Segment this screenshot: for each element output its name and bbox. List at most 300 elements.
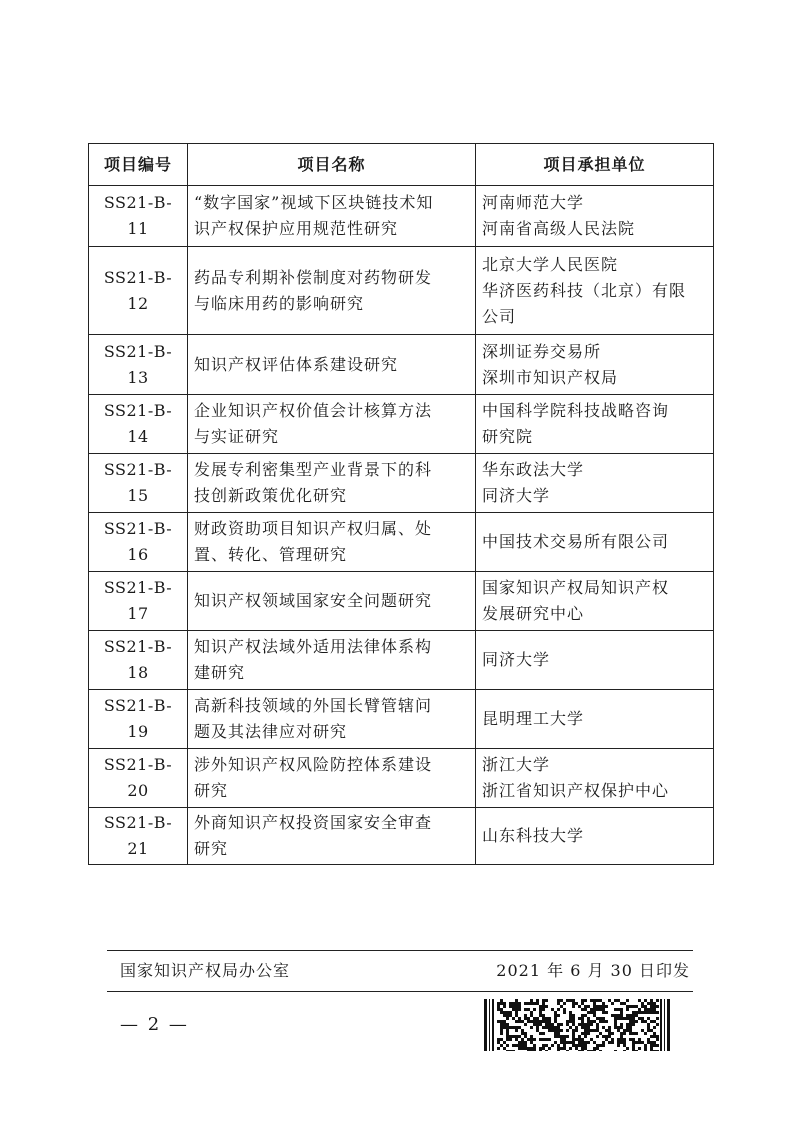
barcode-cell <box>620 1032 623 1035</box>
barcode-cell <box>557 1023 560 1026</box>
barcode-cell <box>596 1023 599 1026</box>
barcode-cell <box>560 1029 563 1032</box>
project-org <box>476 395 714 454</box>
barcode-cell <box>500 1038 503 1041</box>
project-code: SS21-B-18 <box>89 631 188 690</box>
barcode-cell <box>629 1005 632 1008</box>
project-name-line: 发展专利密集型产业背景下的科 <box>194 460 433 479</box>
barcode-cell <box>614 1014 617 1017</box>
barcode-cell <box>593 1011 596 1014</box>
barcode-cell <box>515 1002 518 1005</box>
table-row <box>89 454 714 513</box>
table-row <box>89 513 714 572</box>
barcode-cell <box>584 1029 587 1032</box>
barcode-cell <box>512 1026 515 1029</box>
barcode-cell <box>653 1020 656 1023</box>
barcode-cell <box>527 1002 530 1005</box>
barcode-cell <box>533 1038 536 1041</box>
barcode-cell <box>563 1038 566 1041</box>
barcode-cell <box>527 1050 530 1051</box>
project-name-line: 建研究 <box>194 663 246 682</box>
barcode-cell <box>632 1005 635 1008</box>
footer-top-rule <box>107 950 693 951</box>
barcode-cell <box>539 1008 542 1011</box>
barcode-cell <box>650 1011 653 1014</box>
barcode-cell <box>548 1017 551 1020</box>
barcode-cell <box>536 1002 539 1005</box>
barcode-cell <box>602 1017 605 1020</box>
barcode-cell <box>554 1011 557 1014</box>
barcode-cell <box>599 1032 602 1035</box>
barcode-cell <box>626 1017 629 1020</box>
barcode-cell <box>536 1020 539 1023</box>
barcode-cell <box>506 1026 509 1029</box>
barcode-cell <box>626 1023 629 1026</box>
barcode-cell <box>578 1041 581 1044</box>
barcode-cell <box>593 1047 596 1050</box>
barcode-cell <box>524 1017 527 1020</box>
barcode-cell <box>587 1026 590 1029</box>
barcode-cell <box>632 1017 635 1020</box>
barcode-cell <box>503 1020 506 1023</box>
project-code: SS21-B-16 <box>89 513 188 572</box>
barcode-cell <box>566 1035 569 1038</box>
barcode-cell <box>536 1023 539 1026</box>
barcode-cell <box>641 1029 644 1032</box>
project-name <box>188 690 476 749</box>
barcode-cell <box>629 1020 632 1023</box>
barcode-cell <box>533 1008 536 1011</box>
barcode-cell <box>524 1023 527 1026</box>
barcode-cell <box>545 1005 548 1008</box>
barcode-cell <box>563 1002 566 1005</box>
barcode-cell <box>602 1026 605 1029</box>
barcode-cell <box>629 1023 632 1026</box>
barcode-cell <box>545 1026 548 1029</box>
project-org <box>476 513 714 572</box>
project-code: SS21-B-19 <box>89 690 188 749</box>
barcode-cell <box>620 1035 623 1038</box>
project-code: SS21-B-15 <box>89 454 188 513</box>
project-name-line: 知识产权法域外适用法律体系构 <box>194 637 433 656</box>
project-name-line: 企业知识产权价值会计核算方法 <box>194 401 433 420</box>
barcode-cell <box>500 1008 503 1011</box>
barcode-cell <box>497 1005 500 1008</box>
barcode-cell <box>533 1050 536 1051</box>
barcode-cell <box>551 1044 554 1047</box>
barcode-cell <box>647 1002 650 1005</box>
barcode-cell <box>563 1035 566 1038</box>
barcode-cell <box>560 1047 563 1050</box>
barcode-cell <box>587 1017 590 1020</box>
barcode-cell <box>584 1044 587 1047</box>
barcode-cell <box>614 1008 617 1011</box>
barcode-cell <box>587 1011 590 1014</box>
barcode-cell <box>530 1050 533 1051</box>
barcode-cell <box>578 1035 581 1038</box>
barcode-cell <box>506 1044 509 1047</box>
barcode-cell <box>554 1041 557 1044</box>
barcode-cell <box>596 1044 599 1047</box>
barcode-cell <box>602 1008 605 1011</box>
barcode-cell <box>581 999 584 1002</box>
project-code: SS21-B-13 <box>89 335 188 395</box>
barcode-cell <box>644 1047 647 1050</box>
project-name <box>188 631 476 690</box>
barcode-cell <box>590 999 593 1002</box>
barcode-cell <box>557 1014 560 1017</box>
barcode-cell <box>638 999 641 1002</box>
barcode-cell <box>650 1020 653 1023</box>
table-row <box>89 186 714 247</box>
barcode-cell <box>551 1026 554 1029</box>
project-name-line: 研究 <box>194 781 229 800</box>
barcode-cell <box>584 1041 587 1044</box>
project-code: SS21-B-21 <box>89 808 188 865</box>
barcode-cell <box>524 1014 527 1017</box>
project-org-line: 研究院 <box>482 427 534 446</box>
barcode-cell <box>623 1041 626 1044</box>
barcode-cell <box>539 1011 542 1014</box>
barcode-cell <box>503 1041 506 1044</box>
barcode-cell <box>554 1029 557 1032</box>
barcode-cell <box>512 1005 515 1008</box>
barcode-cell <box>650 1041 653 1044</box>
barcode-cell <box>545 1038 548 1041</box>
barcode-cell <box>641 1005 644 1008</box>
barcode-cell <box>539 1023 542 1026</box>
barcode-cell <box>587 1029 590 1032</box>
barcode-cell <box>605 1005 608 1008</box>
barcode-cell <box>527 1020 530 1023</box>
barcode-cell <box>593 999 596 1002</box>
project-org <box>476 749 714 808</box>
project-org <box>476 186 714 247</box>
project-name-line: 识产权保护应用规范性研究 <box>194 219 399 238</box>
barcode-cell <box>587 1005 590 1008</box>
barcode-cell <box>596 999 599 1002</box>
barcode-cell <box>611 1014 614 1017</box>
barcode-cell <box>602 1011 605 1014</box>
barcode-cell <box>527 1047 530 1050</box>
barcode-cell <box>575 1038 578 1041</box>
project-name-line: 涉外知识产权风险防控体系建设 <box>194 755 433 774</box>
project-org-line: 公司 <box>482 306 517 326</box>
barcode-cell <box>497 1008 500 1011</box>
barcode-cell <box>500 1023 503 1026</box>
barcode-cell <box>581 1014 584 1017</box>
barcode-cell <box>512 1002 515 1005</box>
barcode-cell <box>632 1044 635 1047</box>
barcode-cell <box>647 1023 650 1026</box>
barcode-cell <box>500 1002 503 1005</box>
barcode-cell <box>518 1041 521 1044</box>
barcode-cell <box>554 1032 557 1035</box>
barcode-cell <box>533 1002 536 1005</box>
barcode-cell <box>605 1020 608 1023</box>
barcode-cell <box>656 1017 659 1020</box>
barcode-cell <box>647 1038 650 1041</box>
barcode-cell <box>506 1014 509 1017</box>
barcode-cell <box>533 1047 536 1050</box>
barcode-cell <box>506 1017 509 1020</box>
barcode-cell <box>518 1005 521 1008</box>
barcode-cell <box>512 1044 515 1047</box>
barcode-cell <box>503 1005 506 1008</box>
barcode-cell <box>632 1023 635 1026</box>
project-name-line: 知识产权评估体系建设研究 <box>194 354 399 374</box>
barcode-cell <box>560 1023 563 1026</box>
barcode-cell <box>644 1044 647 1047</box>
barcode-cell <box>617 1014 620 1017</box>
barcode-cell <box>644 1020 647 1023</box>
barcode-cell <box>656 1011 659 1014</box>
project-org-line: 北京大学人民医院 <box>482 254 619 274</box>
barcode-cell <box>530 1047 533 1050</box>
barcode-cell <box>548 1026 551 1029</box>
barcode-cell <box>533 1020 536 1023</box>
barcode-cell <box>596 1005 599 1008</box>
barcode-cell <box>569 1041 572 1044</box>
barcode-cell <box>569 1011 572 1014</box>
barcode-cell <box>617 1044 620 1047</box>
barcode-cell <box>518 1035 521 1038</box>
barcode-cell <box>656 1044 659 1047</box>
project-code: SS21-B-12 <box>89 247 188 335</box>
project-code: SS21-B-11 <box>89 186 188 247</box>
project-name-line: 题及其法律应对研究 <box>194 722 348 741</box>
barcode-cell <box>623 1029 626 1032</box>
project-org-line: 中国技术交易所有限公司 <box>482 532 670 551</box>
barcode-cell <box>650 999 653 1002</box>
barcode-cell <box>539 1005 542 1008</box>
barcode-cell <box>527 1017 530 1020</box>
barcode-cell <box>557 1047 560 1050</box>
barcode-cell <box>560 1041 563 1044</box>
barcode-cell <box>611 1032 614 1035</box>
barcode-cell <box>644 1005 647 1008</box>
barcode-cell <box>518 1026 521 1029</box>
footer-bottom-rule <box>107 991 693 992</box>
barcode-cell <box>500 1029 503 1032</box>
barcode-cell <box>542 1038 545 1041</box>
barcode-cell <box>641 1011 644 1014</box>
barcode-cell <box>569 1026 572 1029</box>
barcode-cell <box>500 1020 503 1023</box>
barcode-cell <box>530 999 533 1002</box>
project-name <box>188 572 476 631</box>
barcode-cell <box>626 1029 629 1032</box>
project-code: SS21-B-14 <box>89 395 188 454</box>
table-row <box>89 247 714 335</box>
barcode-cell <box>596 1008 599 1011</box>
barcode-cell <box>581 1047 584 1050</box>
project-name <box>188 749 476 808</box>
barcode-cell <box>548 1047 551 1050</box>
barcode-cell <box>503 1023 506 1026</box>
barcode-cell <box>653 1041 656 1044</box>
barcode-cell <box>551 1008 554 1011</box>
barcode-cell <box>584 1032 587 1035</box>
barcode-cell <box>635 1005 638 1008</box>
barcode-cell <box>632 1041 635 1044</box>
barcode-cell <box>614 999 617 1002</box>
barcode-cell <box>515 1029 518 1032</box>
barcode-cell <box>584 1008 587 1011</box>
barcode-cell <box>500 1011 503 1014</box>
barcode-cell <box>581 1023 584 1026</box>
table-header-row <box>89 144 714 186</box>
barcode-cell <box>521 1041 524 1044</box>
barcode-cell <box>647 1026 650 1029</box>
barcode-cell <box>620 1017 623 1020</box>
barcode-cell <box>539 1014 542 1017</box>
project-name-line: 知识产权领域国家安全问题研究 <box>194 591 433 610</box>
project-org <box>476 454 714 513</box>
project-name-line: “数字国家”视域下区块链技术知 <box>194 193 434 212</box>
barcode-cell <box>593 1020 596 1023</box>
barcode-cell <box>554 1035 557 1038</box>
barcode-cell <box>581 1020 584 1023</box>
barcode-cell <box>518 1020 521 1023</box>
barcode-cell <box>635 1020 638 1023</box>
barcode-cell <box>512 1035 515 1038</box>
project-name-line: 高新科技领域的外国长臂管辖问 <box>194 696 433 715</box>
barcode-cell <box>542 1044 545 1047</box>
barcode-cell <box>614 1050 617 1051</box>
barcode-cell <box>608 1026 611 1029</box>
barcode-cell <box>608 1029 611 1032</box>
barcode-cell <box>650 1047 653 1050</box>
barcode-cell <box>539 1020 542 1023</box>
barcode-cell <box>572 1005 575 1008</box>
barcode-cell <box>530 1038 533 1041</box>
barcode-cell <box>530 1026 533 1029</box>
barcode-cell <box>638 1011 641 1014</box>
barcode-cell <box>620 1011 623 1014</box>
barcode-cell <box>584 1026 587 1029</box>
barcode-cell <box>647 1041 650 1044</box>
barcode-cell <box>653 1011 656 1014</box>
barcode-cell <box>656 1038 659 1041</box>
barcode-cell <box>521 1047 524 1050</box>
barcode-cell <box>557 1026 560 1029</box>
project-org-line: 山东科技大学 <box>482 826 585 845</box>
barcode-cell <box>509 1011 512 1014</box>
barcode-cell <box>608 1035 611 1038</box>
barcode-cell <box>533 1023 536 1026</box>
barcode-cell <box>626 1026 629 1029</box>
barcode-cell <box>542 1017 545 1020</box>
barcode-cell <box>521 1020 524 1023</box>
barcode-cell <box>581 1041 584 1044</box>
barcode-cell <box>587 1032 590 1035</box>
barcode-cell <box>497 1020 500 1023</box>
barcode-cell <box>593 1050 596 1051</box>
barcode-cell <box>509 1005 512 1008</box>
barcode-cell <box>518 1008 521 1011</box>
barcode-cell <box>542 1005 545 1008</box>
project-org-line: 深圳证券交易所 <box>482 341 602 361</box>
barcode-cell <box>617 1017 620 1020</box>
barcode-cell <box>623 1017 626 1020</box>
barcode-cell <box>506 1035 509 1038</box>
barcode-cell <box>545 1023 548 1026</box>
barcode-cell <box>575 1002 578 1005</box>
barcode-cell <box>623 1002 626 1005</box>
barcode-cell <box>614 1023 617 1026</box>
barcode-cell <box>653 1032 656 1035</box>
barcode-cell <box>599 1005 602 1008</box>
barcode-cell <box>626 1008 629 1011</box>
barcode-cell <box>500 1044 503 1047</box>
barcode-cell <box>572 1041 575 1044</box>
barcode-cell <box>554 1017 557 1020</box>
project-org <box>476 631 714 690</box>
barcode-cell <box>557 1050 560 1051</box>
barcode-cell <box>506 1029 509 1032</box>
barcode-cell <box>509 1050 512 1051</box>
barcode-cell <box>518 1047 521 1050</box>
barcode-cell <box>593 1029 596 1032</box>
barcode-cell <box>575 1044 578 1047</box>
project-code: SS21-B-20 <box>89 749 188 808</box>
barcode-cell <box>503 1002 506 1005</box>
barcode-cell <box>623 1050 626 1051</box>
project-name-line: 技创新政策优化研究 <box>194 486 348 505</box>
barcode-cell <box>620 1041 623 1044</box>
barcode-cell <box>503 1014 506 1017</box>
barcode-cell <box>566 999 569 1002</box>
barcode-cell <box>500 999 503 1002</box>
barcode-cell <box>560 1035 563 1038</box>
barcode-cell <box>647 1029 650 1032</box>
barcode-cell <box>509 1002 512 1005</box>
barcode-cell <box>560 999 563 1002</box>
barcode-cell <box>596 1029 599 1032</box>
table-row <box>89 572 714 631</box>
barcode-cell <box>626 1014 629 1017</box>
barcode-cell <box>512 1008 515 1011</box>
project-org-line: 华东政法大学 <box>482 460 585 479</box>
barcode-cell <box>599 999 602 1002</box>
barcode-cell <box>521 1029 524 1032</box>
barcode-cell <box>518 1002 521 1005</box>
project-org-line: 昆明理工大学 <box>482 709 585 728</box>
barcode-cell <box>602 1035 605 1038</box>
barcode-cell <box>620 1002 623 1005</box>
barcode-cell <box>542 1002 545 1005</box>
project-name-line: 与临床用药的影响研究 <box>194 293 365 313</box>
barcode-cell <box>545 1050 548 1051</box>
barcode-cell <box>497 1002 500 1005</box>
barcode-cell <box>578 1023 581 1026</box>
barcode-cell <box>653 1005 656 1008</box>
barcode-cell <box>506 1032 509 1035</box>
barcode-cell <box>635 1032 638 1035</box>
barcode-cell <box>578 1038 581 1041</box>
barcode-cell <box>593 1005 596 1008</box>
barcode-cell <box>557 1044 560 1047</box>
barcode-cell <box>572 1035 575 1038</box>
barcode-cell <box>620 1026 623 1029</box>
barcode-cell <box>521 1044 524 1047</box>
barcode-cell <box>506 1011 509 1014</box>
barcode-cell <box>644 999 647 1002</box>
barcode-cell <box>623 1032 626 1035</box>
barcode-cell <box>515 1005 518 1008</box>
barcode-cell <box>545 1020 548 1023</box>
